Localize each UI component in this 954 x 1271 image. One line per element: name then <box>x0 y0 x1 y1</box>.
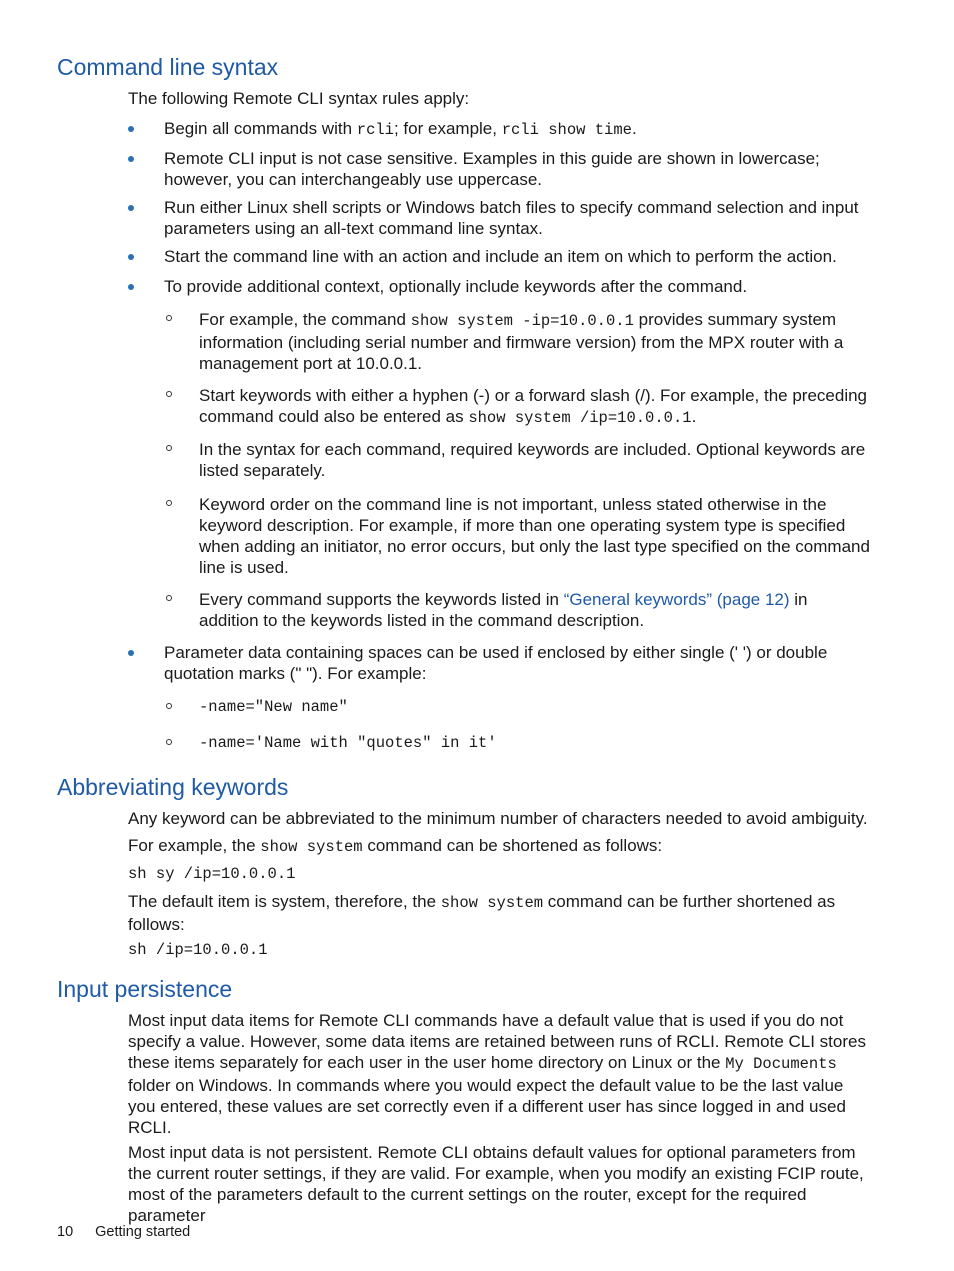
list-item: Parameter data containing spaces can be used if enclosed by either single (' ') or double quotation marks (" "). For example: <box>128 642 870 684</box>
circle-bullet-icon <box>166 739 172 745</box>
code-show-system: show system <box>260 838 363 856</box>
paragraph: Most input data is not persistent. Remote CLI obtains default values for optional parameters from the current router settings, if they are valid. For example, when you modify an existing FCIP route, most of the parameters default to the current settings on the router, except for the required parameter <box>128 1143 864 1225</box>
code-example-1: -name="New name" <box>199 698 348 716</box>
heading-command-line-syntax: Command line syntax <box>57 54 279 80</box>
sub-list-item: For example, the command show system -ip=10.0.0.1 provides summary system information (including serial number and firmware version) from the MPX router with a management port at 10.0.0.1. <box>164 309 870 374</box>
heading-input-persistence: Input persistence <box>57 976 233 1002</box>
sub-list-item: In the syntax for each command, required keywords are included. Optional keywords are listed separately. <box>164 439 870 481</box>
code-rcli-show-time: rcli show time <box>501 121 632 139</box>
chapter-title: Getting started <box>95 1224 191 1240</box>
page-number: 10 <box>57 1224 74 1240</box>
circle-bullet-icon <box>166 391 172 397</box>
sub-list-item <box>164 733 870 754</box>
list-item: Remote CLI input is not case sensitive. Examples in this guide are shown in lowercase; however, you can interchangeably use uppercase. <box>128 148 870 190</box>
list-item: To provide additional context, optionally include keywords after the command. <box>128 276 870 297</box>
circle-bullet-icon <box>166 500 172 506</box>
circle-bullet-icon <box>166 445 172 451</box>
paragraph: The default item is system, therefore, the show system command can be further shortened as follows: <box>128 892 836 934</box>
circle-bullet-icon <box>166 595 172 601</box>
code-show-system: show system <box>440 894 544 912</box>
page-footer <box>57 1222 190 1243</box>
bullet-icon <box>128 205 134 211</box>
bullet-icon <box>128 254 134 260</box>
general-keywords-link[interactable]: “General keywords” (page 12) <box>563 590 790 609</box>
code-rcli: rcli <box>356 121 394 139</box>
sub-list-item: Keyword order on the command line is not important, unless stated otherwise in the keyword description. For example, if more than one operating system type is specified when adding an initiator, no error occurs, but only the last type specified on the command line is used. <box>164 494 870 578</box>
bullet-icon <box>128 284 134 290</box>
sub-list-item <box>164 697 870 718</box>
list-item: Begin all commands with rcli; for example, rcli show time. <box>128 118 870 141</box>
bullet-icon <box>128 650 134 656</box>
code-my-documents: My Documents <box>725 1055 837 1073</box>
paragraph: For example, the show system command can be shortened as follows: <box>128 836 663 856</box>
intro-text: The following Remote CLI syntax rules apply: <box>128 89 470 108</box>
list-item: Run either Linux shell scripts or Windows batch files to specify command selection and input parameters using an all-text command line syntax. <box>128 197 870 239</box>
paragraph: Any keyword can be abbreviated to the minimum number of characters needed to avoid ambiguity. <box>128 809 868 828</box>
bullet-icon <box>128 156 134 162</box>
heading-abbreviating-keywords: Abbreviating keywords <box>57 774 289 800</box>
code-block: sh sy /ip=10.0.0.1 <box>128 865 296 883</box>
code-show-system-slash: show system /ip=10.0.0.1 <box>468 409 692 427</box>
paragraph: Most input data items for Remote CLI commands have a default value that is used if you do not specify a value. However, some data items are retained between runs of RCLI. Remote CLI stores these items separately for each user in the user home directory on Linux or the My Documents folder on Windows. In commands where you would expect the default value to be the last value you entered, these values are set correctly even if a different user has since logged in and used RCLI. <box>128 1011 866 1137</box>
code-block: sh /ip=10.0.0.1 <box>128 941 268 959</box>
circle-bullet-icon <box>166 315 172 321</box>
list-item: Start the command line with an action and include an item on which to perform the action. <box>128 246 870 267</box>
sub-list-item: Start keywords with either a hyphen (-) or a forward slash (/). For example, the preceding command could also be entered as show system /ip=10.0.0.1. <box>164 385 870 429</box>
circle-bullet-icon <box>166 703 172 709</box>
code-show-system: show system -ip=10.0.0.1 <box>410 312 634 330</box>
sub-list-item: Every command supports the keywords listed in “General keywords” (page 12) in addition to the keywords listed in the command description. <box>164 589 870 631</box>
bullet-icon <box>128 126 134 132</box>
code-example-2: -name='Name with "quotes" in it' <box>199 734 497 752</box>
